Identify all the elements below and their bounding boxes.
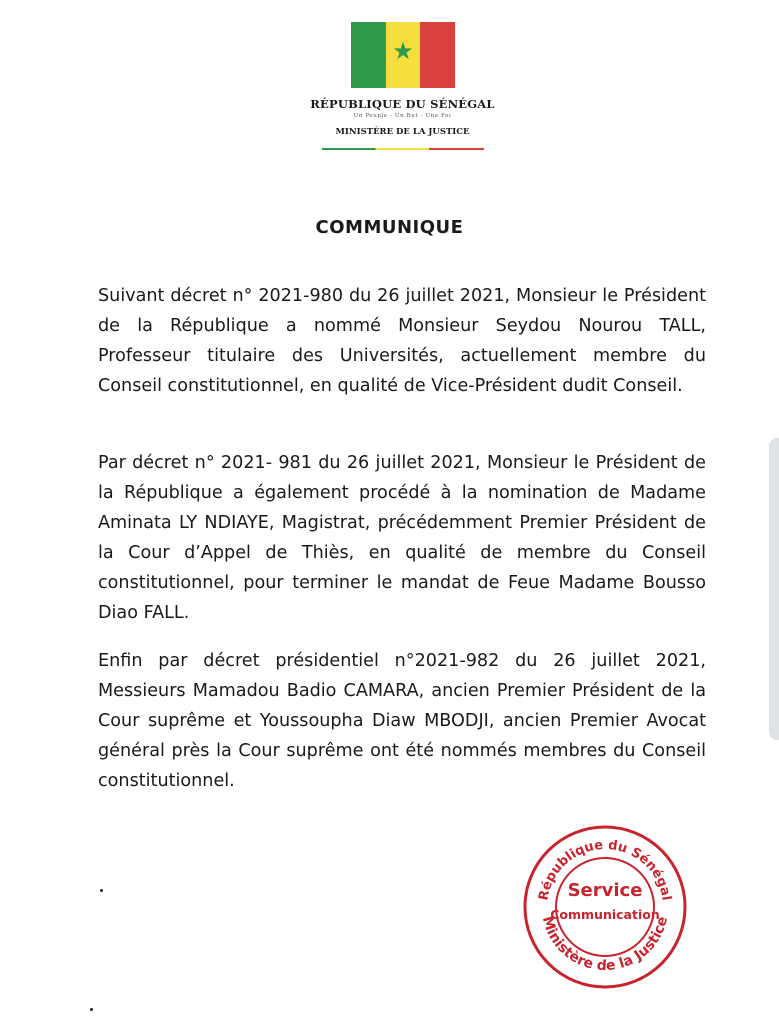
paragraph-2: Par décret n° 2021- 981 du 26 juillet 2021, Monsieur le Président de la République a également procédé à la nomination de Madame Aminata LY NDIAYE, Magistrat, précédemment Premier Président de la Cour d’Appel de Thiès, en qualité de membre du Conseil constitutionnel, pour terminer le mandat de Feue Madame Bousso Diao FALL.: [98, 453, 706, 623]
senegal-flag: [351, 22, 455, 88]
paragraph-1: Suivant décret n° 2021-980 du 26 juillet 2021, Monsieur le Président de la République a nommé Monsieur Seydou Nourou TALL, Professeur titulaire des Universités, actuellement membre du Conseil constitutionnel, en qualité de Vice-Président dudit Conseil.: [98, 286, 706, 396]
country-name: RÉPUBLIQUE DU SÉNÉGAL: [310, 97, 495, 111]
header-divider: [322, 148, 484, 150]
ministry-name: MINISTÈRE DE LA JUSTICE: [335, 127, 470, 137]
national-motto: Un Peuple - Un But - Une Foi: [353, 113, 452, 119]
flag-yellow-band: [386, 22, 421, 88]
stamp-bottom-text: Ministère de la Justice: [538, 914, 672, 975]
stamp-service-text: Service: [567, 880, 643, 901]
stamp-communication-text: Communication: [550, 907, 660, 922]
document-title: COMMUNIQUE: [315, 217, 464, 238]
speck: [90, 1008, 93, 1011]
flag-green-band: [351, 22, 386, 88]
stamp-top-text: République du Sénégal: [536, 837, 674, 902]
speck: [100, 889, 103, 892]
flag-red-band: [420, 22, 455, 88]
side-scroll-tab[interactable]: [769, 438, 779, 740]
paragraph-3: Enfin par décret présidentiel n°2021-982 du 26 juillet 2021, Messieurs Mamadou Badio CAMARA, ancien Premier Président de la Cour suprême et Youssoupha Diaw MBODJI, ancien Premier Avocat général près la Cour suprême ont été nommés membres du Conseil constitutionnel.: [98, 651, 706, 791]
star-icon: ★: [392, 37, 414, 65]
